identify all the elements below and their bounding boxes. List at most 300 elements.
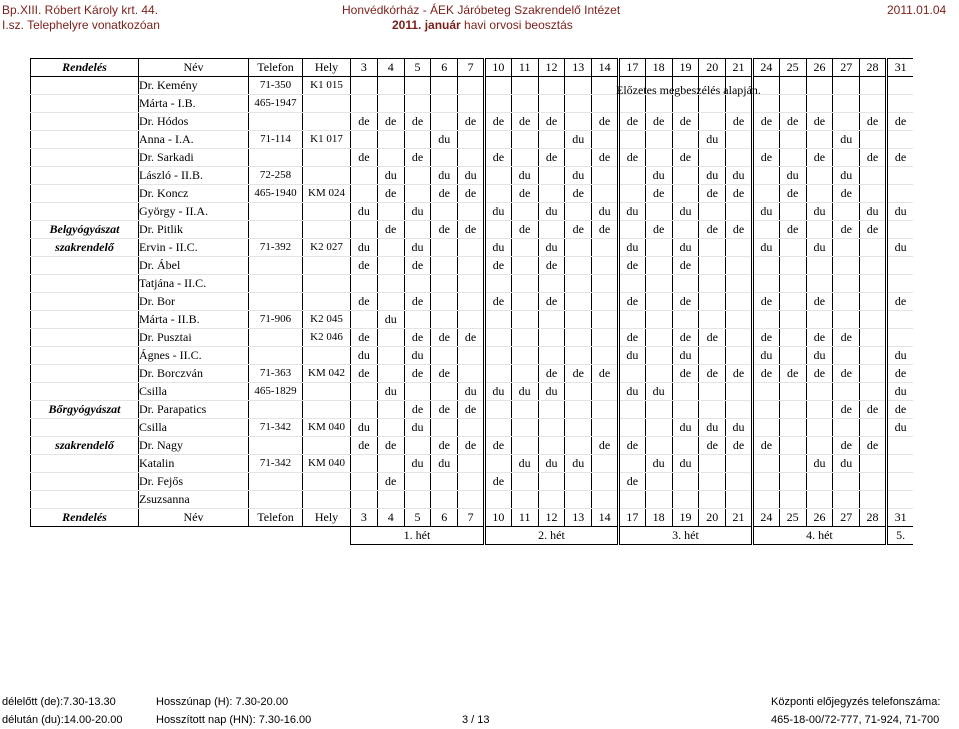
shift-cell: de [404,329,431,347]
day-header: 13 [565,59,592,77]
shift-cell [458,203,485,221]
shift-cell [538,491,565,509]
day-header: 4 [377,509,404,527]
shift-cell: de [672,329,699,347]
shift-cell [404,437,431,455]
shift-cell [484,365,511,383]
shift-cell: de [886,365,913,383]
shift-cell [752,383,779,401]
shift-cell [806,437,833,455]
shift-cell: de [484,473,511,491]
shift-cell [592,347,619,365]
shift-cell: du [833,167,860,185]
dept-cell [31,473,139,491]
shift-cell [592,383,619,401]
shift-cell: de [699,329,726,347]
footer-long-day: Hosszúnap (H): 7.30-20.00 [156,696,289,708]
day-header: 24 [752,59,779,77]
header-hely: Hely [303,509,351,527]
dept-cell [31,347,139,365]
week-label: 2. hét [484,527,618,545]
shift-cell: de [645,185,672,203]
table-row [31,149,914,167]
shift-cell: de [351,149,378,167]
shift-cell [565,203,592,221]
shift-cell [484,329,511,347]
shift-cell [351,131,378,149]
shift-cell [726,473,753,491]
shift-cell [645,491,672,509]
week-label: 1. hét [351,527,485,545]
shift-cell [860,365,887,383]
shift-cell: de [484,437,511,455]
day-header: 24 [752,509,779,527]
shift-cell [592,131,619,149]
shift-cell: du [377,383,404,401]
shift-cell: de [672,149,699,167]
shift-cell [484,131,511,149]
phone-cell [249,347,303,365]
shift-cell [618,221,645,239]
phone-cell [249,293,303,311]
shift-cell: de [431,185,458,203]
shift-cell: du [618,347,645,365]
phone-cell [249,275,303,293]
shift-cell: de [592,365,619,383]
header-title-rest: havi orvosi beosztás [460,18,573,32]
room-cell [303,491,351,509]
shift-cell [833,383,860,401]
shift-cell [833,347,860,365]
shift-cell: du [672,455,699,473]
header-nev: Név [139,59,249,77]
shift-cell: de [672,365,699,383]
shift-cell: de [618,149,645,167]
room-cell [303,95,351,113]
doctor-name: Ervin - II.C. [139,239,249,257]
phone-cell [249,257,303,275]
shift-cell: de [511,113,538,131]
shift-cell [351,311,378,329]
room-cell [303,473,351,491]
day-header: 18 [645,509,672,527]
shift-cell [511,311,538,329]
day-header: 7 [458,59,485,77]
shift-cell: de [806,329,833,347]
shift-cell [565,113,592,131]
shift-cell [886,275,913,293]
shift-cell [833,257,860,275]
shift-cell: de [886,113,913,131]
shift-cell: du [806,347,833,365]
shift-cell [860,311,887,329]
shift-cell: de [484,149,511,167]
shift-cell: du [618,239,645,257]
room-cell [303,347,351,365]
shift-cell [752,401,779,419]
table-row [31,329,914,347]
shift-cell [806,275,833,293]
shift-cell [351,275,378,293]
day-header: 18 [645,59,672,77]
week-label: 3. hét [618,527,752,545]
header-telefon: Telefon [249,509,303,527]
shift-cell [779,77,806,95]
shift-cell: de [699,365,726,383]
shift-cell [860,347,887,365]
day-header: 11 [511,59,538,77]
shift-cell: de [779,113,806,131]
shift-cell: de [404,293,431,311]
shift-cell [458,77,485,95]
shift-cell: de [404,149,431,167]
dept-cell [31,185,139,203]
shift-cell [565,95,592,113]
room-cell: K1 015 [303,77,351,95]
shift-cell [565,77,592,95]
shift-cell [645,311,672,329]
shift-cell: du [806,203,833,221]
shift-cell: de [538,257,565,275]
shift-cell [779,95,806,113]
shift-cell: du [377,167,404,185]
shift-cell [672,437,699,455]
shift-cell [377,401,404,419]
shift-cell: du [672,347,699,365]
shift-cell [431,149,458,167]
day-header: 25 [779,59,806,77]
shift-cell [860,293,887,311]
day-header: 5 [404,59,431,77]
shift-cell [592,239,619,257]
shift-cell [511,329,538,347]
day-header: 14 [592,59,619,77]
shift-cell [377,347,404,365]
shift-cell [377,239,404,257]
day-header: 12 [538,59,565,77]
header-site-note: I.sz. Telephelyre vonatkozóan [2,18,160,32]
shift-cell: de [351,365,378,383]
shift-cell [645,257,672,275]
shift-cell: de [886,293,913,311]
shift-cell: de [538,293,565,311]
shift-cell [565,149,592,167]
shift-cell [351,185,378,203]
header-rendeles: Rendelés [31,59,139,77]
table-row [31,185,914,203]
shift-cell [779,437,806,455]
day-header: 13 [565,509,592,527]
shift-cell: de [726,365,753,383]
shift-cell [779,383,806,401]
dept-cell [31,329,139,347]
shift-cell [833,203,860,221]
shift-cell [886,311,913,329]
shift-cell [860,491,887,509]
shift-cell [752,167,779,185]
doctor-name: Dr. Borczván [139,365,249,383]
shift-cell [511,131,538,149]
dept-cell [31,275,139,293]
shift-cell: de [726,221,753,239]
shift-cell: de [458,401,485,419]
shift-cell: du [565,167,592,185]
shift-cell [404,383,431,401]
shift-cell: de [752,149,779,167]
table-row [31,131,914,149]
shift-cell [377,149,404,167]
header-rendeles: Rendelés [31,509,139,527]
shift-cell: du [752,203,779,221]
shift-cell: de [752,113,779,131]
phone-cell [249,401,303,419]
table-row [31,77,914,95]
shift-cell [645,131,672,149]
footer-morning: délelőtt (de):7.30-13.30 [2,696,116,708]
shift-cell [672,383,699,401]
shift-cell [592,419,619,437]
page-number: 3 / 13 [462,714,490,726]
shift-cell: du [726,419,753,437]
shift-cell [726,347,753,365]
shift-cell [752,455,779,473]
shift-cell: de [672,293,699,311]
shift-cell [592,473,619,491]
shift-cell: de [431,365,458,383]
shift-cell: du [511,383,538,401]
shift-cell [351,167,378,185]
shift-cell [618,455,645,473]
shift-cell [672,221,699,239]
shift-cell: du [538,203,565,221]
shift-cell [377,257,404,275]
shift-cell: de [833,401,860,419]
shift-cell [538,185,565,203]
shift-cell [806,491,833,509]
shift-cell [458,365,485,383]
shift-cell: de [431,329,458,347]
shift-cell [672,491,699,509]
shift-cell [779,131,806,149]
shift-cell [404,131,431,149]
shift-cell [860,167,887,185]
header-nev: Név [139,509,249,527]
shift-cell [699,293,726,311]
shift-cell [886,95,913,113]
day-header: 28 [860,59,887,77]
shift-cell [511,473,538,491]
shift-cell [726,491,753,509]
phone-cell [249,113,303,131]
shift-cell [404,275,431,293]
shift-cell: du [565,455,592,473]
doctor-name: Dr. Nagy [139,437,249,455]
shift-cell [699,149,726,167]
table-row [31,473,914,491]
room-cell: K2 027 [303,239,351,257]
shift-cell [618,491,645,509]
dept-cell [31,203,139,221]
footer-header-row [31,509,914,527]
shift-cell [699,401,726,419]
shift-cell [618,419,645,437]
doctor-name: Dr. Hódos [139,113,249,131]
shift-cell: du [752,239,779,257]
shift-cell [484,77,511,95]
shift-cell: du [404,239,431,257]
shift-cell: du [431,131,458,149]
room-cell [303,149,351,167]
shift-cell [458,275,485,293]
room-cell: K2 046 [303,329,351,347]
day-header: 6 [431,509,458,527]
shift-cell: de [618,437,645,455]
week-row [31,527,914,545]
shift-cell [726,383,753,401]
phone-cell [249,491,303,509]
shift-cell [538,401,565,419]
room-cell: KM 040 [303,419,351,437]
shift-cell [431,257,458,275]
shift-cell [511,257,538,275]
doctor-name: György - II.A. [139,203,249,221]
day-header: 31 [886,509,913,527]
shift-cell [699,491,726,509]
doctor-name: Katalin [139,455,249,473]
table-row [31,113,914,131]
shift-cell: du [351,419,378,437]
shift-cell: de [672,113,699,131]
shift-cell [806,131,833,149]
dept-cell [31,95,139,113]
shift-cell [726,131,753,149]
shift-cell: du [431,455,458,473]
doctor-name: Dr. Koncz [139,185,249,203]
room-cell: KM 040 [303,455,351,473]
shift-cell: de [752,293,779,311]
shift-cell [618,365,645,383]
shift-cell [377,365,404,383]
shift-cell [377,95,404,113]
shift-cell [886,131,913,149]
shift-cell: du [484,383,511,401]
shift-cell: du [404,455,431,473]
doctor-name: Dr. Parapatics [139,401,249,419]
shift-cell [592,275,619,293]
doctor-name: Anna - I.A. [139,131,249,149]
shift-cell [351,491,378,509]
shift-cell [458,491,485,509]
day-header: 4 [377,59,404,77]
shift-cell [886,257,913,275]
schedule-table [30,58,913,545]
shift-cell: de [592,149,619,167]
dept-cell [31,293,139,311]
phone-cell [249,329,303,347]
shift-cell: du [404,347,431,365]
shift-cell [511,275,538,293]
shift-cell [565,275,592,293]
shift-cell [752,491,779,509]
shift-cell [833,239,860,257]
shift-cell [565,347,592,365]
shift-cell: de [752,329,779,347]
shift-cell: de [618,257,645,275]
shift-cell: de [377,437,404,455]
shift-cell: de [726,437,753,455]
shift-cell [592,167,619,185]
phone-cell: 71-342 [249,419,303,437]
shift-cell [860,185,887,203]
header-row [31,59,914,77]
shift-cell [618,185,645,203]
shift-cell [538,347,565,365]
shift-cell: du [672,419,699,437]
table-row [31,311,914,329]
shift-cell: du [886,347,913,365]
shift-cell: de [538,149,565,167]
shift-cell: de [645,113,672,131]
shift-cell [592,95,619,113]
phone-cell: 72-258 [249,167,303,185]
shift-cell: de [699,185,726,203]
table-row [31,95,914,113]
shift-cell [458,311,485,329]
shift-cell [565,329,592,347]
shift-cell [431,113,458,131]
shift-cell: du [672,203,699,221]
shift-cell [511,419,538,437]
shift-cell [565,311,592,329]
header-telefon: Telefon [249,59,303,77]
shift-cell [699,239,726,257]
shift-cell [645,473,672,491]
shift-cell: de [752,437,779,455]
shift-cell [377,455,404,473]
day-header: 21 [726,509,753,527]
shift-cell: de [431,221,458,239]
day-header: 3 [351,509,378,527]
shift-cell [645,293,672,311]
day-header: 26 [806,59,833,77]
shift-cell: de [833,365,860,383]
shift-cell: de [592,113,619,131]
shift-cell [377,77,404,95]
dept-cell: Bőrgyógyászat [31,401,139,419]
shift-cell [860,239,887,257]
shift-cell [592,311,619,329]
day-header: 7 [458,509,485,527]
shift-cell: de [511,221,538,239]
shift-cell [538,95,565,113]
shift-cell: de [458,437,485,455]
shift-cell [458,149,485,167]
room-cell [303,437,351,455]
shift-cell: de [618,473,645,491]
shift-cell [404,167,431,185]
doctor-name: Csilla [139,419,249,437]
doctor-name: Dr. Pitlik [139,221,249,239]
phone-cell: 71-114 [249,131,303,149]
doctor-name: Márta - I.B. [139,95,249,113]
day-header: 19 [672,59,699,77]
phone-cell: 71-906 [249,311,303,329]
doctor-name: Ágnes - II.C. [139,347,249,365]
shift-cell [592,455,619,473]
shift-cell: de [565,185,592,203]
shift-cell [645,149,672,167]
shift-cell: de [458,329,485,347]
